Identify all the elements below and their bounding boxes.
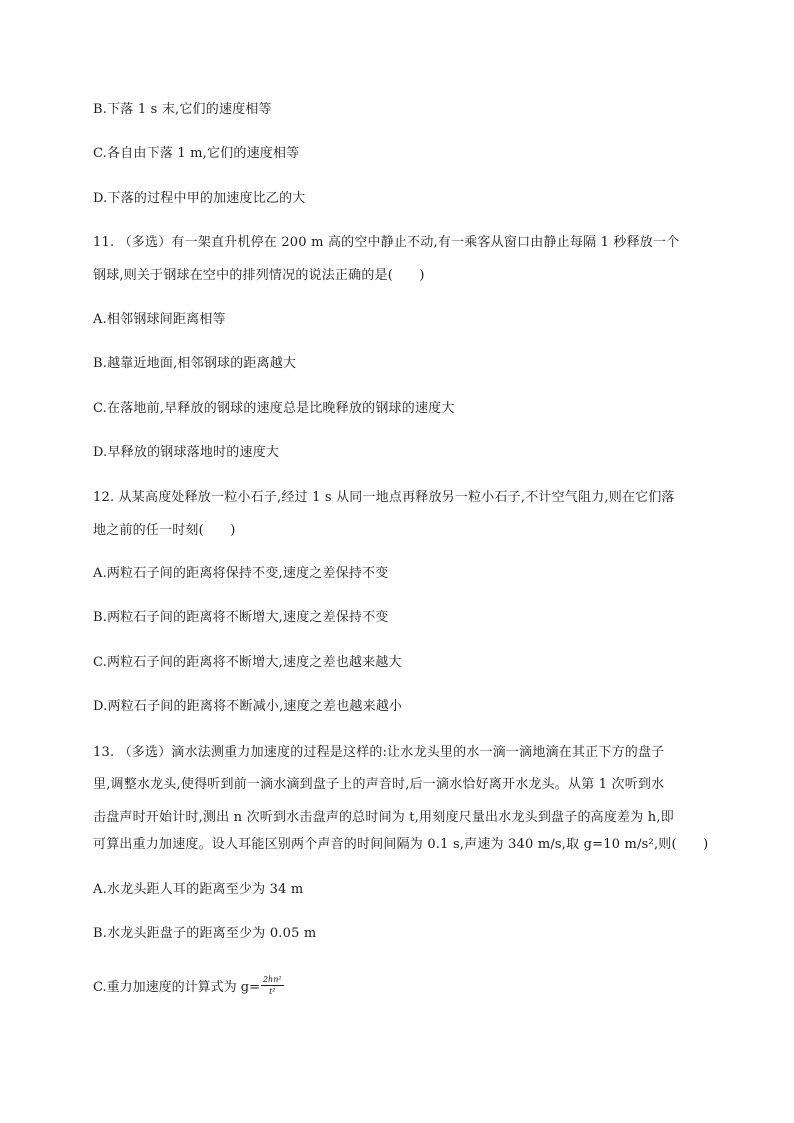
q10-option-d: D.下落的过程中甲的加速度比乙的大 <box>93 191 306 206</box>
formula-denominator: t² <box>269 986 276 996</box>
q12-option-b: B.两粒石子间的距离将不断增大,速度之差保持不变 <box>93 610 389 625</box>
q12-option-c: C.两粒石子间的距离将不断增大,速度之差也越来越大 <box>93 655 402 670</box>
q13-option-a: A.水龙头距人耳的距离至少为 34 m <box>93 882 304 897</box>
q10-option-c: C.各自由下落 1 m,它们的速度相等 <box>93 146 300 161</box>
q13-option-b: B.水龙头距盘子的距离至少为 0.05 m <box>93 926 317 941</box>
gravity-formula-fraction <box>261 975 284 996</box>
q13-stem-line-4: 可算出重力加速度。设人耳能区别两个声音的时间间隔为 0.1 s,声速为 340 m/s,取 g=10 m/s²,则( ) <box>93 837 709 852</box>
q13-stem-line-3: 击盘声时开始计时,测出 n 次听到水击盘声的总时间为 t,用刻度尺量出水龙头到盘子的高度差为 h,即 <box>93 810 674 825</box>
q11-stem-line-1: 11. （多选）有一架直升机停在 200 m 高的空中静止不动,有一乘客从窗口由静止每隔 1 秒释放一个 <box>93 235 680 250</box>
q12-option-a: A.两粒石子间的距离将保持不变,速度之差保持不变 <box>93 566 389 581</box>
q10-option-b: B.下落 1 s 末,它们的速度相等 <box>93 102 272 117</box>
q12-stem-line-2: 地之前的任一时刻( ) <box>93 523 236 538</box>
q13-option-c-prefix: C.重力加速度的计算式为 g= <box>93 979 260 995</box>
q13-stem-line-2: 里,调整水龙头,使得听到前一滴水滴到盘子上的声音时,后一滴水恰好离开水龙头。从第 1 次听到水 <box>93 777 665 792</box>
q11-stem-line-2: 钢球,则关于钢球在空中的排列情况的说法正确的是( ) <box>93 268 425 283</box>
q11-option-b: B.越靠近地面,相邻钢球的距离越大 <box>93 356 297 371</box>
formula-numerator: 2hn² <box>262 974 282 984</box>
q12-option-d: D.两粒石子间的距离将不断减小,速度之差也越来越小 <box>93 699 403 714</box>
q13-stem-line-1: 13. （多选）滴水法测重力加速度的过程是这样的:让水龙头里的水一滴一滴地滴在其正下方的盘子 <box>93 745 665 760</box>
q11-option-a: A.相邻钢球间距离相等 <box>93 312 226 327</box>
q11-option-d: D.早释放的钢球落地时的速度大 <box>93 445 280 460</box>
q12-stem-line-1: 12. 从某高度处释放一粒小石子,经过 1 s 从同一地点再释放另一粒小石子,不计空气阻力,则在它们落 <box>93 490 675 505</box>
q13-option-c <box>93 970 284 1000</box>
q11-option-c: C.在落地前,早释放的钢球的速度总是比晚释放的钢球的速度大 <box>93 401 455 416</box>
